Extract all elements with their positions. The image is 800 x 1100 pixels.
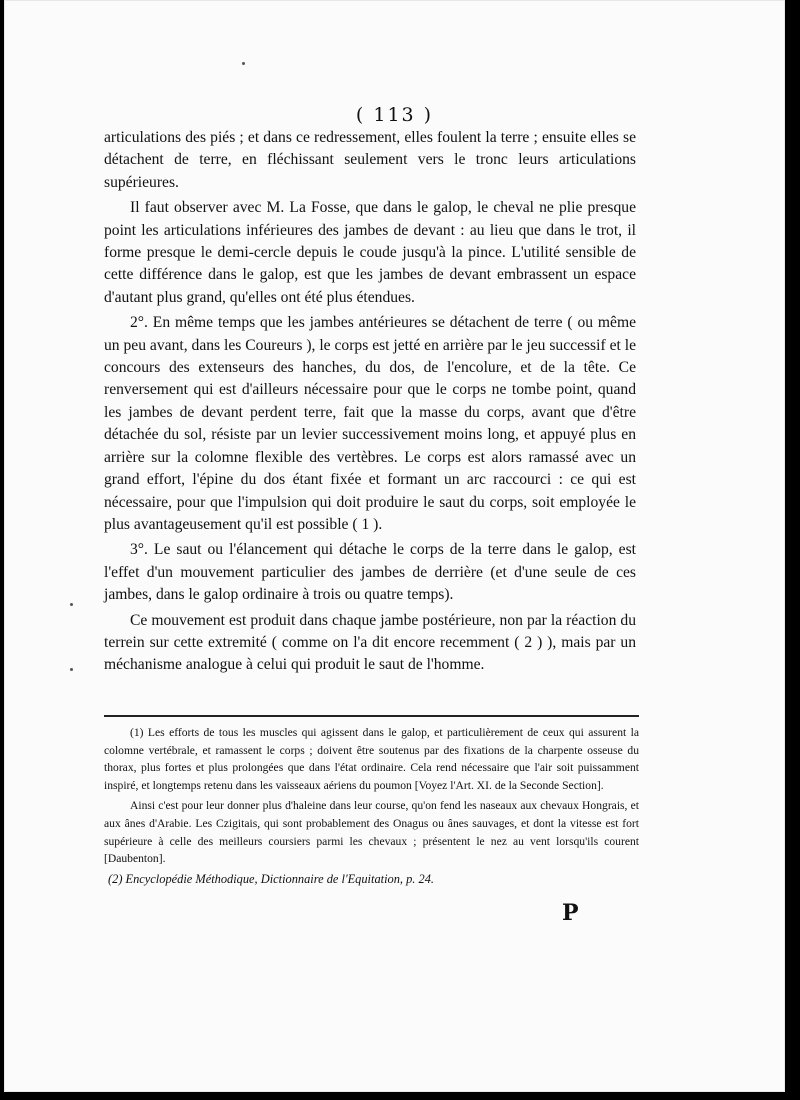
footnote-2: (2) Encyclopédie Méthodique, Dictionnaire de l'Equitation, p. 24.: [108, 871, 434, 886]
document-page: [4, 0, 785, 1092]
scan-border-bottom: [0, 1092, 800, 1100]
footnote-1-continued: Ainsi c'est pour leur donner plus d'haleine dans leur course, qu'on fend les naseaux aux chevaux Hongrais, et aux ânes d'Arabie. Les Czigitais, qui sont probablement des Onagus ou ânes sauvages, et dont la vitesse est fort supérieure à celle des meilleurs coursiers parmi les chevaux ; présentent le nez au vent lorsqu'ils courent [Daubenton].: [104, 799, 639, 866]
paragraph-1: articulations des piés ; et dans ce redressement, elles foulent la terre ; ensuite elles se détachent de terre, en fléchissant seulement vers le tronc leurs articulations supérieures.: [104, 129, 636, 191]
paragraph-2: Il faut observer avec M. La Fosse, que dans le galop, le cheval ne plie presque point les articulations inférieures des jambes de devant : au lieu que dans le trot, il forme presque le demi-cercle depuis le coude jusqu'à la pince. L'utilité sensible de cette différence dans le galop, est que les jambes de devant embrassent un espace d'autant plus grand, qu'elles ont été plus étendues.: [104, 199, 636, 306]
footnote-divider: [104, 715, 639, 717]
paragraph-4: 3°. Le saut ou l'élancement qui détache le corps de la terre dans le galop, est l'effet d'un mouvement particulier des jambes de derrière (et d'une seule de ces jambes, dans le galop ordinaire à trois ou quatre temps).: [104, 541, 636, 604]
paper-speck: [242, 62, 245, 65]
signature-mark: P: [562, 900, 579, 926]
paragraph-3: 2°. En même temps que les jambes antérieures se détachent de terre ( ou même un peu avant, dans les Coureurs ), le corps est jetté en arrière par le jeu successif et le concours des extenseurs des hanches, du dos, de l'encolure, et de la tête. Ce renversement qui est d'ailleurs nécessaire pour que le corps ne tombe point, quand les jambes de devant perdent terre, fait que la masse du corps, avant que d'être détachée du sol, résiste par un levier successivement moins long, et appuyé plus en arrière sur la colomne flexible des vertèbres. Le corps est alors ramassé avec un grand effort, l'épine du dos étant fixée et formant un arc raccourci : ce qui est nécessaire, pour que l'impulsion qui doit produire le saut du corps, soit employée le plus avantageusement qu'il est possible ( 1 ).: [104, 314, 636, 533]
page-number: ( 113 ): [355, 104, 434, 126]
paper-speck: [70, 603, 73, 606]
paper-speck: [70, 668, 73, 671]
footnote-1: (1) Les efforts de tous les muscles qui agissent dans le galop, et particulièrement de ceux qui assurent la colomne vertébrale, et ramassent le corps ; doivent être soutenus par des fixations de la charpente osseuse du thorax, plus fortes et plus prolongées que dans l'état ordinaire. Cela rend nécessaire que l'air soit puissamment inspiré, et longtemps retenu dans les vaisseaux aériens du poumon [Voyez l'Art. XI. de la Seconde Section].: [104, 726, 639, 792]
main-text: [104, 127, 636, 680]
scan-border-right: [785, 0, 800, 1100]
paragraph-5: Ce mouvement est produit dans chaque jambe postérieure, non par la réaction du terrein sur cette extremité ( comme on l'a dit encore recemment ( 2 ) ), mais par un méchanisme analogue à celui qui produit le saut de l'homme.: [104, 611, 636, 674]
footnotes: [104, 724, 639, 891]
